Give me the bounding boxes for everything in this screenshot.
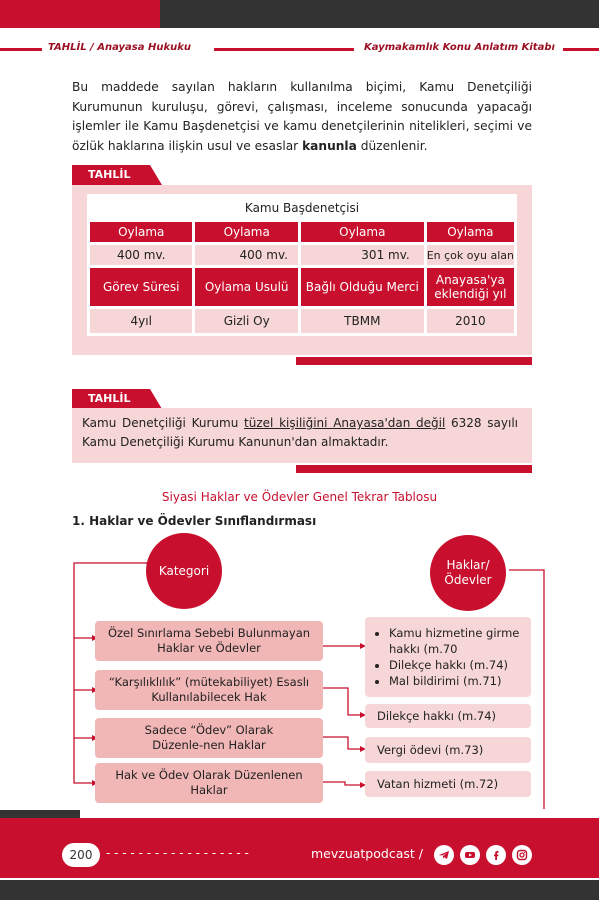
section-heading: 1. Haklar ve Ödevler Sınıflandırması	[72, 514, 317, 528]
telegram-icon[interactable]	[434, 845, 454, 865]
table-cell: Oylama	[301, 222, 424, 242]
header-left-title: TAHLİL / Anayasa Hukuku	[48, 42, 192, 53]
rights-list	[365, 617, 531, 689]
facebook-icon[interactable]	[486, 845, 506, 865]
table-cell: 301 mv.	[301, 245, 424, 265]
instagram-icon[interactable]	[512, 845, 532, 865]
paragraph-text-b: düzenlenir.	[356, 138, 428, 153]
tahlil-2-underlined: tüzel kişiliğini Anayasa'dan değil	[244, 416, 446, 430]
list-item: • Kamu hizmetine girme hakkı (m.70	[389, 625, 525, 657]
table-cell: Bağlı Olduğu Merci	[301, 268, 424, 306]
table-cell: 4yıl	[90, 309, 192, 333]
category-box-2: “Karşılıklılık” (mütekabiliyet) Esaslı Kullanılabilecek Hak	[95, 670, 323, 710]
footer-dashes: - - - - - - - - - - - - - - - - - -	[106, 846, 249, 860]
result-box-2: Vergi ödevi (m.73)	[365, 737, 531, 763]
section-subtitle: Siyasi Haklar ve Ödevler Genel Tekrar Tablosu	[161, 490, 438, 504]
table-cell: Oylama	[195, 222, 297, 242]
rights-list-box	[365, 617, 531, 697]
table-cell: Oylama	[90, 222, 192, 242]
footer-site: mevzuatpodcast /	[311, 846, 423, 861]
table-cell: Oylama	[427, 222, 514, 242]
paragraph-bold: kanunla	[302, 138, 357, 153]
youtube-icon[interactable]	[460, 845, 480, 865]
category-box-1: Özel Sınırlama Sebebi Bulunmayan Haklar ve Ödevler	[95, 621, 323, 661]
category-box-4: Hak ve Ödev Olarak Düzenlenen Haklar	[95, 763, 323, 803]
tahlil-tag-2-label: TAHLİL	[88, 392, 131, 405]
table-cell: Anayasa'ya eklendiği yıl	[427, 268, 514, 306]
tahlil-2-text-a: Kamu Denetçiliği Kurumu	[82, 416, 245, 430]
result-box-3: Vatan hizmeti (m.72)	[365, 771, 531, 797]
table-cell: Görev Süresi	[90, 268, 192, 306]
table-cell: En çok oyu alan	[427, 245, 514, 265]
table-cell: Oylama Usulü	[195, 268, 297, 306]
footer-bottom-bar	[0, 880, 599, 900]
table-cell: 2010	[427, 309, 514, 333]
table-cell: 400 mv.	[90, 245, 192, 265]
rights-duties-circle: Haklar/ Ödevler	[430, 535, 506, 611]
list-item: • Mal bildirimi (m.71)	[389, 673, 525, 689]
tahlil-tag-1-label: TAHLİL	[88, 168, 131, 181]
table-cell: 400 mv.	[195, 245, 297, 265]
paragraph-text-a: Bu maddede sayılan hakların kullanılma biçimi, Kamu Denetçiliği Kurumunun kuruluşu, görevi, çalışması, inceleme sonucunda yapacağı işlemler ile Kamu Başdenetçisi ve kamu denetçilerinin nitelikleri, seçimi ve özlük haklarına ilişkin usul ve esaslar	[72, 80, 532, 153]
header-right-title: Kaymakamlık Konu Anlatım Kitabı	[364, 42, 555, 53]
table-cell: TBMM	[301, 309, 424, 333]
table-title: Kamu Başdenetçisi	[90, 197, 514, 219]
result-box-1: Dilekçe hakkı (m.74)	[365, 704, 531, 728]
list-item: • Dilekçe hakkı (m.74)	[389, 657, 525, 673]
tahlil-2-text-b: 6328 sayılı Kamu Denetçiliği Kurumu Kanunun'dan almaktadır.	[82, 416, 518, 449]
page-number: 200	[62, 843, 100, 867]
category-circle: Kategori	[146, 533, 222, 609]
table-cell: Gizli Oy	[195, 309, 297, 333]
category-box-3: Sadece “Ödev” Olarak Düzenle-nen Haklar	[95, 718, 323, 758]
